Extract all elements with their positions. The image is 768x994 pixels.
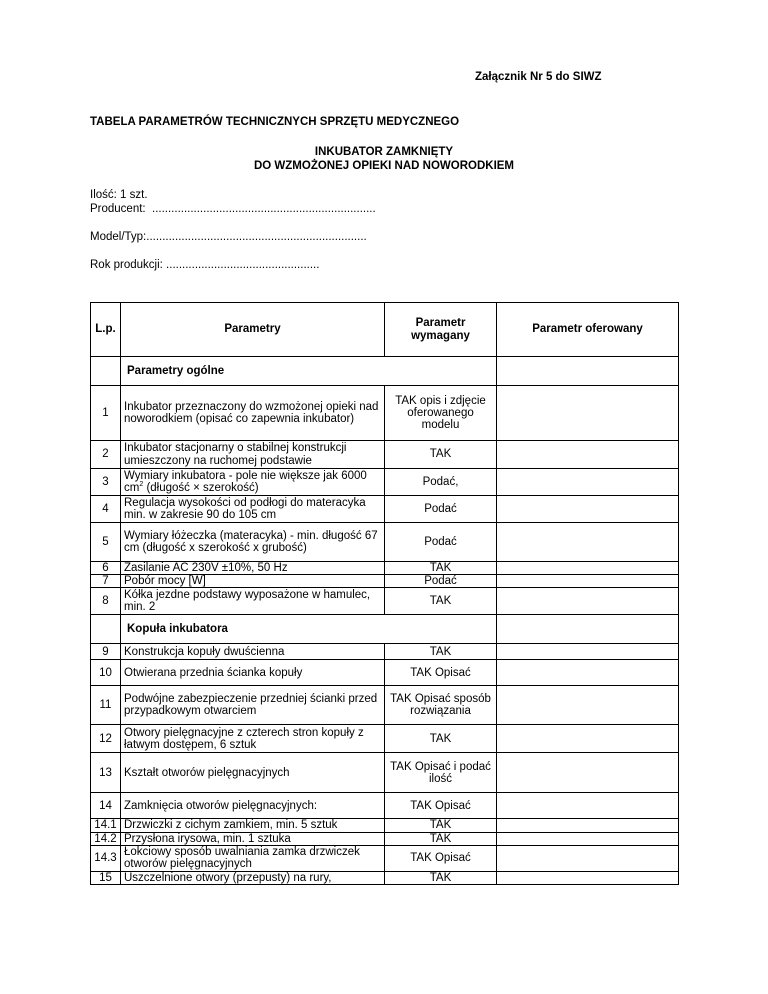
row-required: TAK opis i zdjęcie oferowanego modelu bbox=[385, 386, 497, 441]
row-required: Podać bbox=[385, 575, 497, 588]
offered-cell bbox=[497, 819, 679, 832]
row-number: 9 bbox=[91, 644, 121, 660]
header-offered: Parametr oferowany bbox=[497, 303, 679, 357]
row-number: 14 bbox=[91, 793, 121, 819]
table-row bbox=[91, 386, 679, 441]
row-number: 4 bbox=[91, 496, 121, 523]
row-required: TAK Opisać sposób rozwiązania bbox=[385, 686, 497, 725]
superscript-2: 2 bbox=[139, 481, 144, 489]
table-row bbox=[91, 845, 679, 871]
row-required: TAK Opisać bbox=[385, 660, 497, 686]
row-number: 5 bbox=[91, 523, 121, 562]
subtitle-line-2: DO WZMOŻONEJ OPIEKI NAD NOWORODKIEM bbox=[253, 160, 515, 172]
table-row bbox=[91, 469, 679, 496]
offered-cell bbox=[497, 845, 679, 871]
annex-label: Załącznik Nr 5 do SIWZ bbox=[475, 71, 602, 83]
row-parameter bbox=[121, 469, 385, 496]
row-parameter: Podwójne zabezpieczenie przedniej ścianki przed przypadkowym otwarciem bbox=[121, 686, 385, 725]
row-parameter: Drzwiczki z cichym zamkiem, min. 5 sztuk bbox=[121, 819, 385, 832]
document-title: TABELA PARAMETRÓW TECHNICZNYCH SPRZĘTU MEDYCZNEGO bbox=[90, 116, 460, 128]
header-required-line-2: wymagany bbox=[411, 329, 470, 342]
table-row bbox=[91, 588, 679, 615]
row-required: TAK bbox=[385, 441, 497, 469]
table-row bbox=[91, 660, 679, 686]
row-number: 14.1 bbox=[91, 819, 121, 832]
offered-cell bbox=[497, 644, 679, 660]
production-year-field: Rok produkcji: ................................................ bbox=[90, 259, 320, 271]
table-row bbox=[91, 819, 679, 832]
offered-cell bbox=[497, 575, 679, 588]
header-parameters: Parametry bbox=[121, 303, 385, 357]
offered-cell bbox=[497, 725, 679, 753]
row-required: TAK bbox=[385, 644, 497, 660]
parameters-table bbox=[90, 302, 679, 885]
row-required: Podać bbox=[385, 523, 497, 562]
offered-cell bbox=[497, 441, 679, 469]
row-number: 3 bbox=[91, 469, 121, 496]
row-required: TAK Opisać bbox=[385, 793, 497, 819]
section-empty-cell bbox=[91, 615, 121, 644]
quantity-text: Ilość: 1 szt. bbox=[90, 189, 148, 201]
table-row bbox=[91, 644, 679, 660]
row-parameter: Kółka jezdne podstawy wyposażone w hamulec, min. 2 bbox=[121, 588, 385, 615]
offered-cell bbox=[497, 793, 679, 819]
row-number: 14.3 bbox=[91, 845, 121, 871]
section-row bbox=[91, 357, 679, 386]
row-parameter: Pobór mocy [W] bbox=[121, 575, 385, 588]
row-required: Podać bbox=[385, 496, 497, 523]
row-required: TAK bbox=[385, 819, 497, 832]
row-parameter-part-1: Wymiary inkubatora - pole nie większe jak 6000 cm bbox=[124, 469, 367, 494]
table-row bbox=[91, 562, 679, 575]
section-empty-cell bbox=[91, 357, 121, 386]
row-number: 14.2 bbox=[91, 832, 121, 845]
row-parameter: Otwory pielęgnacyjne z czterech stron kopuły z łatwym dostępem, 6 sztuk bbox=[121, 725, 385, 753]
row-number: 10 bbox=[91, 660, 121, 686]
header-required bbox=[385, 303, 497, 357]
offered-cell bbox=[497, 523, 679, 562]
row-parameter: Łokciowy sposób uwalniania zamka drzwiczek otworów pielęgnacyjnych bbox=[121, 845, 385, 871]
section-row bbox=[91, 615, 679, 644]
table-row bbox=[91, 686, 679, 725]
offered-cell bbox=[497, 660, 679, 686]
table-row bbox=[91, 832, 679, 845]
row-required: TAK Opisać bbox=[385, 845, 497, 871]
row-number: 2 bbox=[91, 441, 121, 469]
table-header-row bbox=[91, 303, 679, 357]
row-parameter: Inkubator przeznaczony do wzmożonej opieki nad noworodkiem (opisać co zapewnia inkubator) bbox=[121, 386, 385, 441]
offered-cell bbox=[497, 357, 679, 386]
row-parameter: Konstrukcja kopuły dwuścienna bbox=[121, 644, 385, 660]
row-required: TAK bbox=[385, 832, 497, 845]
table-row bbox=[91, 441, 679, 469]
table-row bbox=[91, 575, 679, 588]
row-required: TAK bbox=[385, 588, 497, 615]
offered-cell bbox=[497, 753, 679, 793]
row-parameter: Regulacja wysokości od podłogi do materacyka min. w zakresie 90 do 105 cm bbox=[121, 496, 385, 523]
row-parameter-part-2: (długość × szerokość) bbox=[143, 482, 259, 494]
offered-cell bbox=[497, 386, 679, 441]
row-number: 7 bbox=[91, 575, 121, 588]
row-parameter: Zasilanie AC 230V ±10%, 50 Hz bbox=[121, 562, 385, 575]
row-number: 13 bbox=[91, 753, 121, 793]
offered-cell bbox=[497, 496, 679, 523]
offered-cell bbox=[497, 871, 679, 884]
section-title: Parametry ogólne bbox=[121, 357, 497, 386]
row-required: TAK bbox=[385, 725, 497, 753]
offered-cell bbox=[497, 686, 679, 725]
header-required-line-1: Parametr bbox=[415, 317, 466, 330]
row-parameter: Zamknięcia otworów pielęgnacyjnych: bbox=[121, 793, 385, 819]
row-parameter: Kształt otworów pielęgnacyjnych bbox=[121, 753, 385, 793]
row-number: 15 bbox=[91, 871, 121, 884]
row-number: 12 bbox=[91, 725, 121, 753]
model-field: Model/Typ:..................................................................... bbox=[90, 231, 367, 243]
row-parameter: Inkubator stacjonarny o stabilnej konstrukcji umieszczony na ruchomej podstawie bbox=[121, 441, 385, 469]
subtitle-line-1: INKUBATOR ZAMKNIĘTY bbox=[314, 146, 454, 158]
table-row bbox=[91, 793, 679, 819]
row-number: 6 bbox=[91, 562, 121, 575]
table-row bbox=[91, 753, 679, 793]
row-required: TAK bbox=[385, 562, 497, 575]
row-required: TAK bbox=[385, 871, 497, 884]
section-title: Kopuła inkubatora bbox=[121, 615, 497, 644]
table-row bbox=[91, 523, 679, 562]
row-required: TAK Opisać i podać ilość bbox=[385, 753, 497, 793]
row-number: 11 bbox=[91, 686, 121, 725]
row-number: 1 bbox=[91, 386, 121, 441]
row-parameter: Przysłona irysowa, min. 1 sztuka bbox=[121, 832, 385, 845]
offered-cell bbox=[497, 615, 679, 644]
offered-cell bbox=[497, 588, 679, 615]
offered-cell bbox=[497, 469, 679, 496]
row-required: Podać, bbox=[385, 469, 497, 496]
row-parameter: Uszczelnione otwory (przepusty) na rury, bbox=[121, 871, 385, 884]
offered-cell bbox=[497, 832, 679, 845]
table-row bbox=[91, 725, 679, 753]
row-number: 8 bbox=[91, 588, 121, 615]
table-row bbox=[91, 496, 679, 523]
producer-field: Producent: ...................................................................... bbox=[90, 203, 376, 215]
row-parameter: Otwierana przednia ścianka kopuły bbox=[121, 660, 385, 686]
offered-cell bbox=[497, 562, 679, 575]
header-lp: L.p. bbox=[91, 303, 121, 357]
row-parameter: Wymiary łóżeczka (materacyka) - min. długość 67 cm (długość x szerokość x grubość) bbox=[121, 523, 385, 562]
table-row bbox=[91, 871, 679, 884]
